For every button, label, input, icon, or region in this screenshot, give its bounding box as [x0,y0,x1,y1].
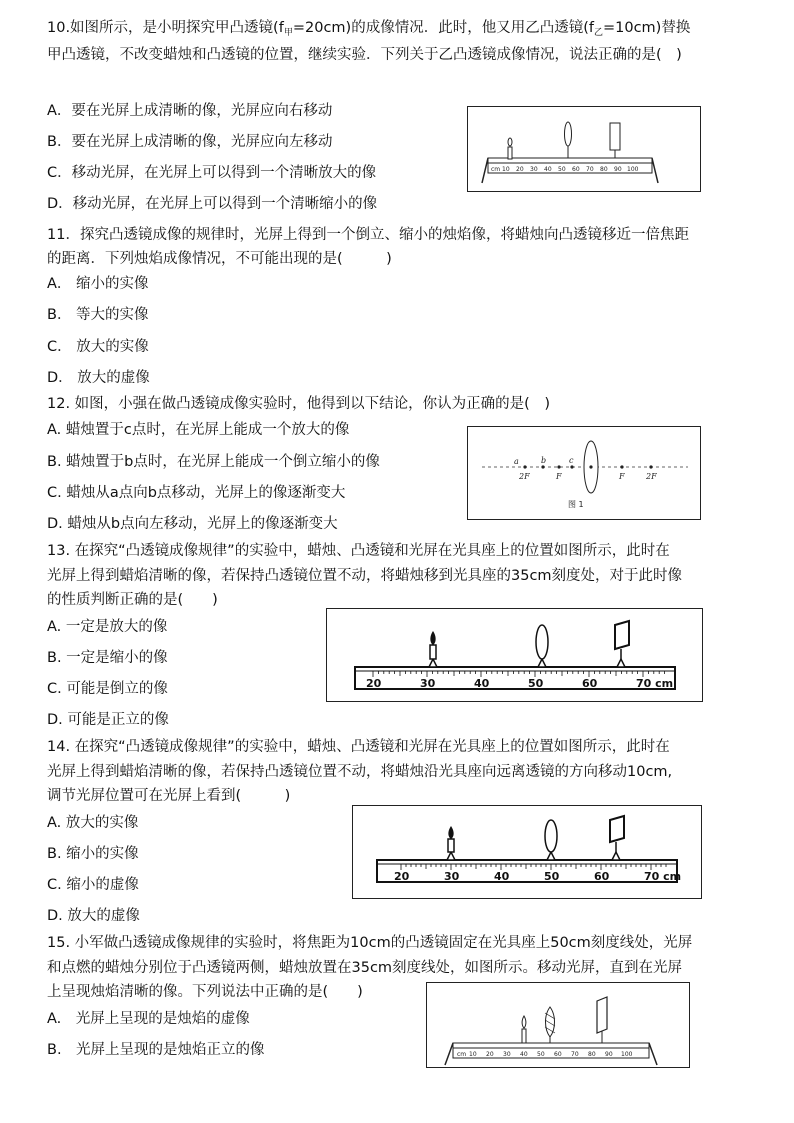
q14-tick: 20 [394,870,410,883]
q13-option-b[interactable]: B. 一定是缩小的像 [47,650,168,666]
q13-tick: 20 [366,677,382,690]
q15-tick: 70 [571,1051,579,1058]
q14-option-b[interactable]: B. 缩小的实像 [47,846,139,862]
q15-option-a[interactable]: A. 光屏上呈现的是烛焰的虚像 [47,1011,250,1027]
q13-tick: 30 [420,677,436,690]
q14-tick: 40 [494,870,510,883]
q12-label-b: b [541,456,547,465]
q15-tick: 30 [503,1051,511,1058]
q12-option-c[interactable]: C. 蜡烛从a点向b点移动，光屏上的像逐渐变大 [47,485,346,501]
q12-option-d[interactable]: D. 蜡烛从b点向左移动，光屏上的像逐渐变大 [47,516,338,532]
q13-tick: 40 [474,677,490,690]
q11-option-d[interactable]: D． 放大的虚像 [47,370,150,386]
q10-optical-bench-figure [467,106,701,192]
q12-label-2f-left: 2F [519,472,530,481]
q15-convex-lens [545,1007,555,1043]
q12-label-2f-right: 2F [646,472,657,481]
q11-stem-line-1: 11．探究凸透镜成像的规律时，光屏上得到一个倒立、缩小的烛焰像，将蜡烛向凸透镜移近一倍焦距 [47,227,689,243]
q15-scale-unit: cm [457,1051,467,1058]
q12-option-b[interactable]: B. 蜡烛置于b点时，在光屏上能成一个倒立缩小的像 [47,454,380,470]
q11-option-b[interactable]: B． 等大的实像 [47,307,149,323]
q12-point-a-dot [523,465,526,468]
q15-tick: 100 [621,1051,633,1058]
q13-stem-line-3: 的性质判断正确的是( ) [47,592,218,608]
q14-screen [610,816,624,860]
q13-tick: 70 cm [636,677,674,690]
q13-stem-line-2: 光屏上得到蜡焰清晰的像，若保持凸透镜位置不动，将蜡烛移到光具座的35cm刻度处，对于此时像 [47,568,683,584]
q12-label-f-right: F [619,472,625,481]
q12-point-b-dot [541,465,544,468]
q10-tick: 10 [502,166,510,173]
q12-point-f-left-dot [557,465,560,468]
q15-tick: 50 [537,1051,545,1058]
q12-figure-caption: 图 1 [568,500,584,509]
q13-tick: 50 [528,677,544,690]
q15-tick: 60 [554,1051,562,1058]
q13-option-a[interactable]: A. 一定是放大的像 [47,619,168,635]
q13-screen [615,621,629,667]
q12-point-2f-right-dot [649,465,652,468]
q12-label-c: c [569,456,574,465]
q13-candle [429,631,437,667]
q12-label-f-left: F [556,472,562,481]
q12-optical-center-dot [589,465,592,468]
q14-stem-line-3: 调节光屏位置可在光屏上看到( ) [47,788,291,804]
q14-stem-line-1: 14. 在探究“凸透镜成像规律”的实验中，蜡烛、凸透镜和光屏在光具座上的位置如图所示，此时在 [47,739,670,755]
q10-tick: 30 [530,166,538,173]
q12-point-c-dot [570,465,573,468]
q10-tick: 80 [600,166,608,173]
q15-optical-bench-figure [426,982,690,1068]
q10-scale-unit: cm [491,166,501,173]
q11-option-c[interactable]: C． 放大的实像 [47,339,149,355]
q15-candle [522,1016,526,1043]
q14-option-c[interactable]: C. 缩小的虚像 [47,877,139,893]
q10-option-a[interactable]: A．要在光屏上成清晰的像，光屏应向右移动 [47,103,333,119]
q12-label-a: a [514,457,519,466]
q10-candle [508,138,512,159]
q14-tick: 50 [544,870,560,883]
q15-stem-line-1: 15. 小军做凸透镜成像规律的实验时，将焦距为10cm的凸透镜固定在光具座上50cm刻度线处，光屏 [47,935,693,951]
q13-option-c[interactable]: C. 可能是倒立的像 [47,681,168,697]
q15-stem-line-2: 和点燃的蜡烛分别位于凸透镜两侧，蜡烛放置在35cm刻度线处，如图所示。移动光屏，直到在光屏 [47,960,683,976]
q13-optical-bench-figure [326,608,703,702]
q10-tick: 20 [516,166,524,173]
q15-tick: 40 [520,1051,528,1058]
q10-tick: 70 [586,166,594,173]
q15-tick: 80 [588,1051,596,1058]
q15-screen [597,997,607,1043]
q15-tick: 10 [469,1051,477,1058]
q14-optical-bench-figure [352,805,702,899]
q12-stem-line-1: 12. 如图，小强在做凸透镜成像实验时，他得到以下结论，你认为正确的是( ) [47,396,550,412]
q15-stem-line-3: 上呈现烛焰清晰的像。下列说法中正确的是( ) [47,984,363,1000]
q10-option-b[interactable]: B．要在光屏上成清晰的像，光屏应向左移动 [47,134,333,150]
q14-option-d[interactable]: D. 放大的虚像 [47,908,140,924]
q13-tick: 60 [582,677,598,690]
q10-tick: 90 [614,166,622,173]
q12-point-f-right-dot [620,465,623,468]
q13-convex-lens [536,625,548,667]
q10-stem-line-1: 10.如图所示，是小明探究甲凸透镜$(f_甲=20cm)$的成像情况．此时，他又用乙凸透镜$(f_乙=10cm)$替换 [47,20,691,38]
q10-tick: 50 [558,166,566,173]
q10-screen [610,123,620,158]
q13-stem-line-1: 13. 在探究“凸透镜成像规律”的实验中，蜡烛、凸透镜和光屏在光具座上的位置如图所示，此时在 [47,543,670,559]
q14-tick: 60 [594,870,610,883]
q10-option-c[interactable]: C．移动光屏，在光屏上可以得到一个清晰放大的像 [47,165,377,181]
q10-tick: 40 [544,166,552,173]
q12-lens-diagram-figure [467,426,701,520]
q11-stem-line-2: 的距离．下列烛焰成像情况，不可能出现的是( ) [47,251,392,267]
q10-option-d[interactable]: D．移动光屏，在光屏上可以得到一个清晰缩小的像 [47,196,378,212]
q10-stem-line-2: 甲凸透镜，不改变蜡烛和凸透镜的位置，继续实验．下列关于乙凸透镜成像情况，说法正确的是( ) [47,47,682,63]
q15-tick: 20 [486,1051,494,1058]
q14-option-a[interactable]: A. 放大的实像 [47,815,139,831]
q14-tick: 30 [444,870,460,883]
q14-candle [447,826,455,860]
q14-tick: 70 cm [644,870,682,883]
q15-tick: 90 [605,1051,613,1058]
q10-convex-lens [565,122,572,158]
q10-tick: 60 [572,166,580,173]
q15-option-b[interactable]: B. 光屏上呈现的是烛焰正立的像 [47,1042,265,1058]
q14-convex-lens [545,820,557,860]
q12-option-a[interactable]: A. 蜡烛置于c点时，在光屏上能成一个放大的像 [47,422,350,438]
q13-option-d[interactable]: D. 可能是正立的像 [47,712,169,728]
q11-option-a[interactable]: A． 缩小的实像 [47,276,149,292]
q10-tick: 100 [627,166,639,173]
q14-stem-line-2: 光屏上得到蜡焰清晰的像，若保持凸透镜位置不动，将蜡烛沿光具座向远离透镜的方向移动10cm, [47,764,673,780]
